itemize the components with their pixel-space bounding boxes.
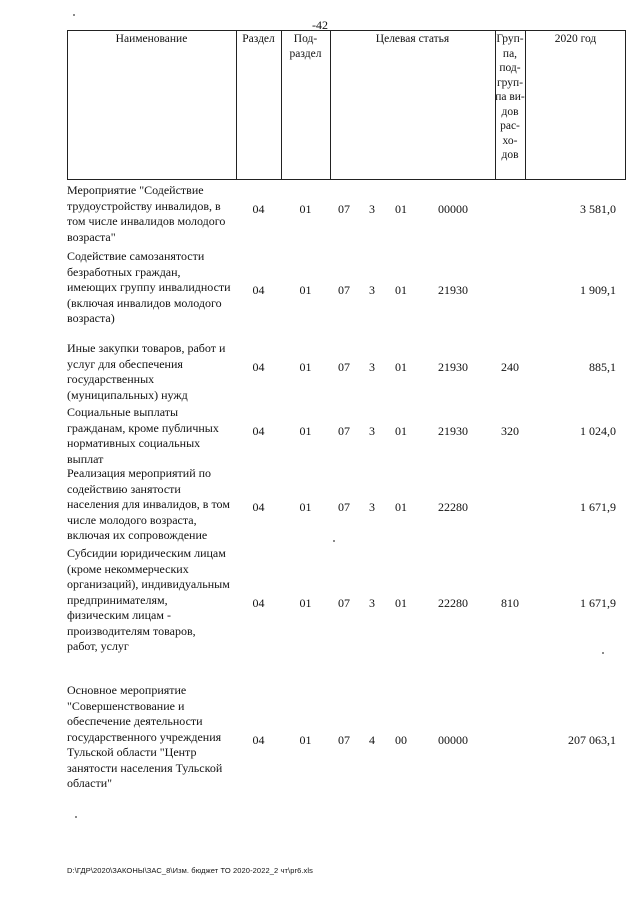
cell-cs2: 3 <box>369 359 375 374</box>
cell-cs4: 21930 <box>438 359 468 374</box>
scan-speck <box>73 14 75 16</box>
row-name-line: Субсидии юридическим лицам <box>67 546 226 560</box>
cell-cs2: 3 <box>369 500 375 514</box>
row-name <box>67 683 239 792</box>
row-name-line: возраста" <box>67 229 116 244</box>
cell-cs1: 07 <box>338 595 350 610</box>
row-name-line: "Совершенствование и <box>67 698 185 713</box>
cell-cs1: 07 <box>338 732 350 747</box>
cell-cs4: 22280 <box>438 500 468 514</box>
row-name-line: содействию занятости <box>67 481 181 496</box>
cell-amount: 3 581,0 <box>580 201 616 216</box>
row-name <box>67 405 239 467</box>
cell-cs1: 07 <box>338 423 350 438</box>
row-name-line: Тульской области "Центр <box>67 745 197 759</box>
cell-podrazdel: 01 <box>299 201 312 216</box>
cell-cs3: 00 <box>395 732 407 747</box>
header-subsection-line: Под- <box>293 33 318 45</box>
cell-razdel: 04 <box>252 359 265 374</box>
cell-cs3: 01 <box>395 595 407 610</box>
cell-razdel: 04 <box>252 283 265 297</box>
cell-cs3: 01 <box>395 359 407 374</box>
page-number: -42 <box>312 18 328 32</box>
cell-cs2: 3 <box>369 595 375 610</box>
cell-vr: 240 <box>501 359 519 374</box>
header-group-line: груп- <box>496 76 524 89</box>
row-name-line: том числе инвалидов молодого <box>67 214 226 228</box>
cell-cs4: 22280 <box>438 595 468 610</box>
header-group-line: дов <box>501 105 519 118</box>
row-name-line: предпринимателям, <box>67 592 168 607</box>
header-divider <box>236 30 237 180</box>
cell-cs1: 07 <box>338 283 350 297</box>
cell-cs3: 01 <box>395 283 407 297</box>
cell-podrazdel: 01 <box>299 732 312 747</box>
cell-amount: 207 063,1 <box>568 732 616 747</box>
cell-cs2: 4 <box>369 732 375 747</box>
cell-cs3: 01 <box>395 423 407 438</box>
row-name-line: услуг для обеспечения <box>67 356 183 371</box>
row-name <box>67 466 239 544</box>
row-name <box>67 249 239 327</box>
cell-cs4: 21930 <box>438 423 468 438</box>
header-group-line: па, <box>502 47 518 60</box>
header-group-line: под- <box>499 62 521 74</box>
cell-podrazdel: 01 <box>299 595 312 610</box>
row-name-line: имеющих группу инвалидности <box>67 280 231 294</box>
cell-razdel: 04 <box>252 500 265 514</box>
row-name-line: выплат <box>67 451 104 466</box>
cell-amount: 1 909,1 <box>580 283 616 297</box>
cell-razdel: 04 <box>252 732 265 747</box>
scan-speck <box>333 540 335 542</box>
scan-speck <box>75 816 77 818</box>
cell-podrazdel: 01 <box>299 500 312 514</box>
row-name-line: Содействие самозанятости <box>67 249 205 263</box>
cell-cs4: 00000 <box>438 201 468 216</box>
cell-cs2: 3 <box>369 423 375 438</box>
header-group <box>495 32 525 163</box>
table-header <box>67 30 626 180</box>
row-name-line: Основное мероприятие <box>67 683 187 697</box>
cell-amount: 1 024,0 <box>580 423 616 438</box>
row-name-line: Мероприятие "Содействие <box>67 183 204 197</box>
header-subsection <box>281 32 330 61</box>
header-name: Наименование <box>115 33 188 45</box>
row-name-line: физическим лицам - <box>67 608 171 622</box>
cell-vr: 320 <box>501 423 519 438</box>
header-target: Целевая статья <box>375 33 450 45</box>
cell-razdel: 04 <box>252 201 265 216</box>
row-name-line: гражданам, кроме публичных <box>67 420 219 435</box>
row-name-line: государственных <box>67 372 155 386</box>
cell-cs4: 00000 <box>438 732 468 747</box>
row-name-line: обеспечение деятельности <box>67 714 203 728</box>
row-name-line: производителям товаров, <box>67 623 196 638</box>
cell-cs4: 21930 <box>438 283 468 297</box>
row-name-line: числе молодого возраста, <box>67 512 197 527</box>
row-name-line: (включая инвалидов молодого <box>67 295 222 310</box>
cell-podrazdel: 01 <box>299 283 312 297</box>
cell-amount: 1 671,9 <box>580 500 616 514</box>
row-name-line: нормативных социальных <box>67 436 201 450</box>
header-group-line: рас- <box>500 120 520 132</box>
header-subsection-line: раздел <box>289 47 322 60</box>
cell-razdel: 04 <box>252 595 265 610</box>
cell-cs1: 07 <box>338 500 350 514</box>
row-name-line: (кроме некоммерческих <box>67 561 189 576</box>
cell-cs3: 01 <box>395 201 407 216</box>
row-name <box>67 341 239 403</box>
cell-podrazdel: 01 <box>299 359 312 374</box>
row-name-line: Иные закупки товаров, работ и <box>67 341 226 355</box>
footer-path: D:\ГДР\2020\ЗАКОНЫ\ЗАС_8\Изм. бюджет ТО 2020-2022_2 чт\pr6.xls <box>67 866 313 875</box>
header-section: Раздел <box>242 33 275 45</box>
cell-vr: 810 <box>501 595 519 610</box>
row-name-line: населения для инвалидов, в том <box>67 497 230 511</box>
row-name-line: включая их сопровождение <box>67 528 208 542</box>
row-name-line: занятости населения Тульской <box>67 760 223 775</box>
cell-cs1: 07 <box>338 201 350 216</box>
scan-speck <box>602 652 604 654</box>
row-name-line: Реализация мероприятий по <box>67 466 212 480</box>
cell-amount: 1 671,9 <box>580 595 616 610</box>
cell-razdel: 04 <box>252 423 265 438</box>
header-group-line: Груп- <box>496 33 524 45</box>
row-name-line: государственного учреждения <box>67 729 222 744</box>
header-group-line: па ви- <box>495 91 525 103</box>
row-name-line: безработных граждан, <box>67 264 181 279</box>
row-name <box>67 183 239 245</box>
cell-cs1: 07 <box>338 359 350 374</box>
header-divider <box>330 30 331 180</box>
header-divider <box>525 30 526 180</box>
row-name-line: области" <box>67 776 113 790</box>
cell-amount: 885,1 <box>589 359 616 374</box>
header-year: 2020 год <box>554 33 597 45</box>
row-name-line: трудоустройству инвалидов, в <box>67 198 221 213</box>
row-name-line: работ, услуг <box>67 639 129 653</box>
row-name-line: Социальные выплаты <box>67 405 179 419</box>
cell-podrazdel: 01 <box>299 423 312 438</box>
cell-cs3: 01 <box>395 500 407 514</box>
cell-cs2: 3 <box>369 201 375 216</box>
row-name-line: организаций), индивидуальным <box>67 577 230 591</box>
row-name <box>67 546 239 655</box>
row-name-line: (муниципальных) нужд <box>67 387 188 402</box>
row-name-line: возраста) <box>67 311 115 325</box>
cell-cs2: 3 <box>369 283 375 297</box>
header-group-line: хо- <box>502 134 518 147</box>
header-group-line: дов <box>501 149 519 161</box>
